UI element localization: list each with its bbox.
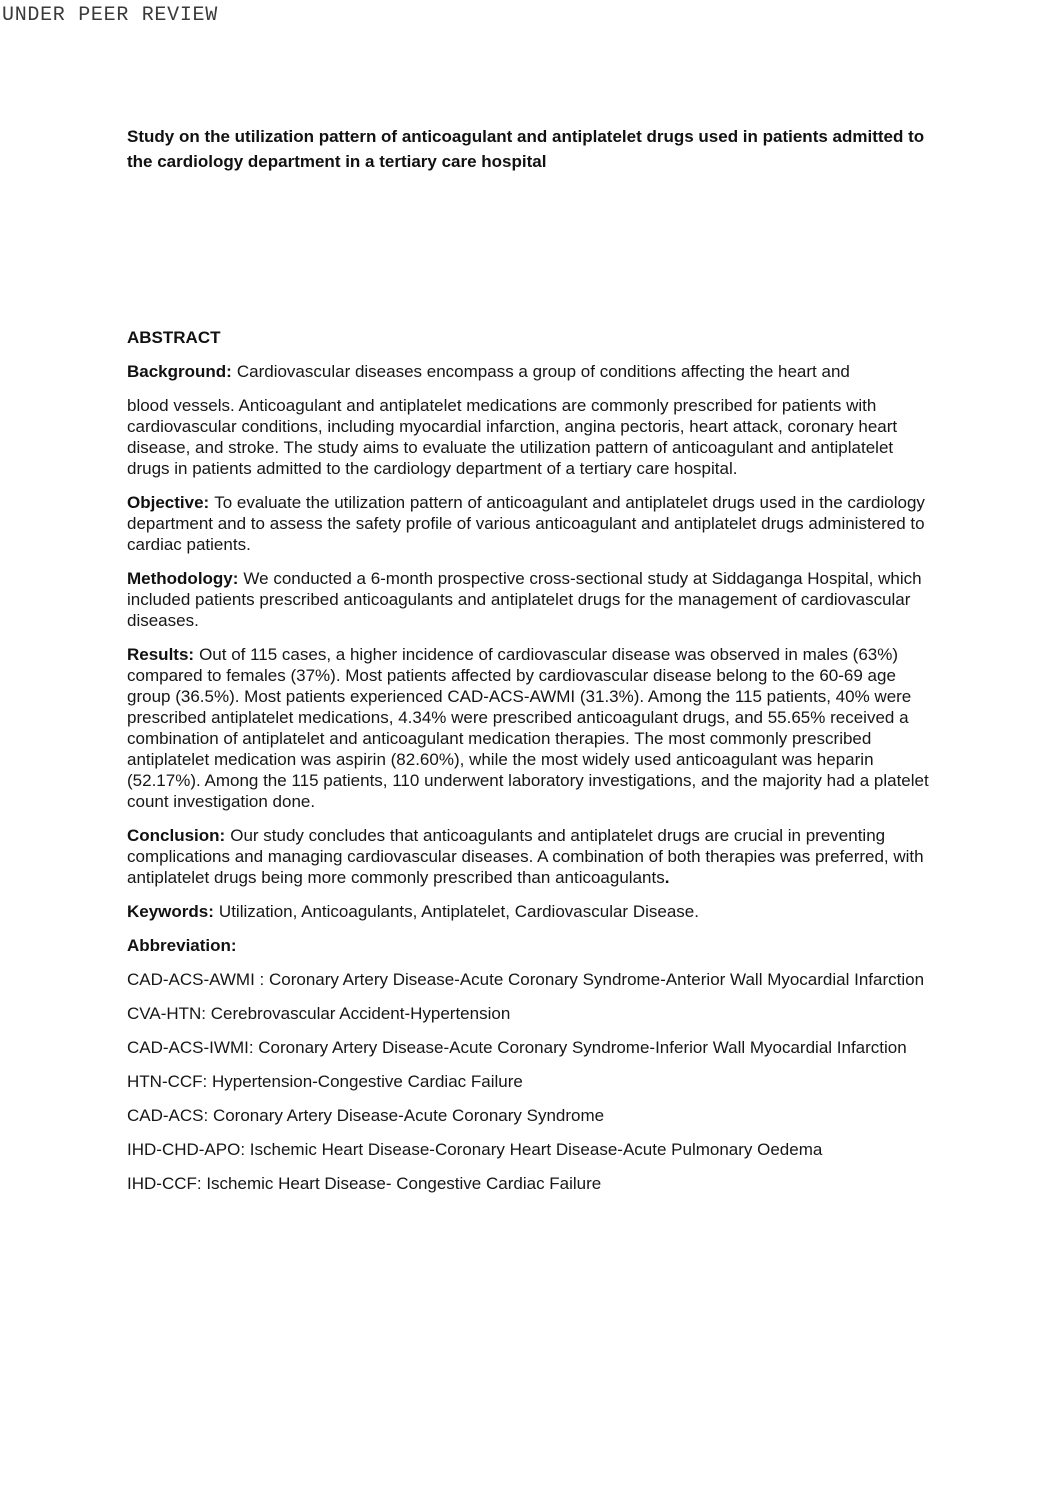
paragraph-text: To evaluate the utilization pattern of anticoagulant and antiplatelet drugs used in the cardiology department and to assess the safety profile of various anticoagulant and antiplatelet drugs administered to cardiac patients. xyxy=(127,493,925,554)
abstract-paragraph-methodology xyxy=(127,568,937,631)
abstract-paragraph-objective xyxy=(127,492,937,555)
abstract-paragraph-results xyxy=(127,644,937,812)
abstract-paragraph-background xyxy=(127,361,937,382)
paragraph-text: blood vessels. Anticoagulant and antiplatelet medications are commonly prescribed for patients with cardiovascular conditions, including myocardial infarction, angina pectoris, heart attack, coronary heart disease, and stroke. The study aims to evaluate the utilization pattern of anticoagulant and antiplatelet drugs in patients admitted to the cardiology department of a tertiary care hospital. xyxy=(127,396,898,478)
abbreviation-item: CAD-ACS-IWMI: Coronary Artery Disease-Acute Coronary Syndrome-Inferior Wall Myocardial Infarction xyxy=(127,1038,907,1057)
paragraph-label: Results: xyxy=(127,645,195,664)
abbreviation-heading: Abbreviation: xyxy=(127,936,237,955)
abbreviation-item: IHD-CHD-APO: Ischemic Heart Disease-Coronary Heart Disease-Acute Pulmonary Oedema xyxy=(127,1140,823,1159)
abstract-paragraph-background-cont xyxy=(127,395,937,479)
abstract-paragraph-keywords xyxy=(127,901,937,922)
paragraph-text: Utilization, Anticoagulants, Antiplatelet, Cardiovascular Disease. xyxy=(218,902,699,921)
abbreviation-item: CAD-ACS-AWMI : Coronary Artery Disease-Acute Coronary Syndrome-Anterior Wall Myocardial Infarction xyxy=(127,970,925,989)
paragraph-text: We conducted a 6-month prospective cross-sectional study at Siddaganga Hospital, which included patients prescribed anticoagulants and antiplatelet drugs for the management of cardiovascular diseases. xyxy=(127,569,922,630)
abbreviation-item: CAD-ACS: Coronary Artery Disease-Acute Coronary Syndrome xyxy=(127,1106,605,1125)
abbreviation-item: IHD-CCF: Ischemic Heart Disease- Congestive Cardiac Failure xyxy=(127,1174,602,1193)
paragraph-text: Our study concludes that anticoagulants and antiplatelet drugs are crucial in preventing complications and managing cardiovascular diseases. A combination of both therapies was preferred, with antiplatelet drugs being more commonly prescribed than anticoagulants xyxy=(127,826,924,887)
peer-review-watermark: UNDER PEER REVIEW xyxy=(2,4,218,27)
abbreviation-item: HTN-CCF: Hypertension-Congestive Cardiac Failure xyxy=(127,1072,523,1091)
paragraph-label: Objective: xyxy=(127,493,210,512)
paragraph-label: Methodology: xyxy=(127,569,239,588)
paragraph-label: Keywords: xyxy=(127,902,214,921)
paragraph-text: Cardiovascular diseases encompass a group of conditions affecting the heart and xyxy=(236,362,850,381)
paragraph-label: Conclusion: xyxy=(127,826,226,845)
page-content xyxy=(127,0,937,1194)
paragraph-bold-period: . xyxy=(664,868,670,887)
abstract-heading: ABSTRACT xyxy=(127,328,221,347)
abbreviation-item: CVA-HTN: Cerebrovascular Accident-Hypertension xyxy=(127,1004,511,1023)
abstract-paragraph-conclusion xyxy=(127,825,937,888)
page-title: Study on the utilization pattern of anticoagulant and antiplatelet drugs used in patients admitted to the cardiology department in a tertiary care hospital xyxy=(127,127,925,171)
paragraph-text: Out of 115 cases, a higher incidence of cardiovascular disease was observed in males (63%) compared to females (37%). Most patients affected by cardiovascular disease belong to the 60-69 age group (36.5%). Most patients experienced CAD-ACS-AWMI (31.3%). Among the 115 patients, 40% were prescribed antiplatelet medications, 4.34% were prescribed anticoagulant drugs, and 55.65% received a combination of antiplatelet and anticoagulant medication therapies. The most commonly prescribed antiplatelet medication was aspirin (82.60%), while the most widely used anticoagulant was heparin (52.17%). Among the 115 patients, 110 underwent laboratory investigations, and the majority had a platelet count investigation done. xyxy=(127,645,929,811)
paragraph-label: Background: xyxy=(127,362,232,381)
